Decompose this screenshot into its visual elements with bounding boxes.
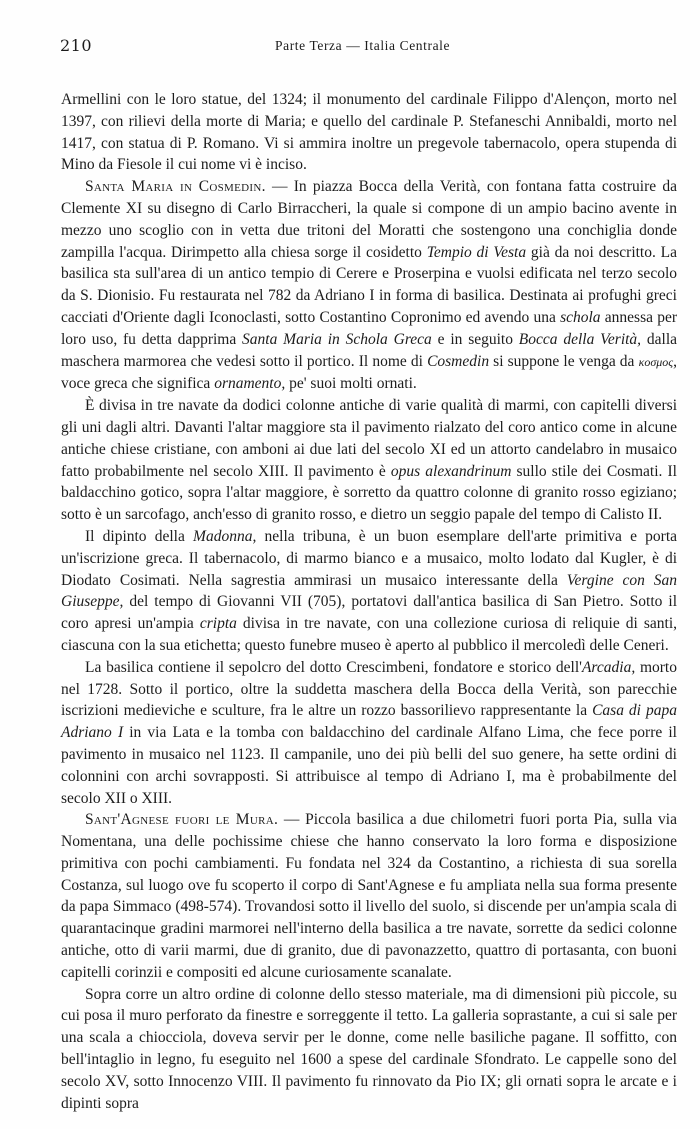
italic-term: Bocca della Verità,: [518, 330, 642, 348]
page-number: 210: [60, 36, 93, 55]
italic-term: Cosmedin: [427, 352, 490, 370]
body-text: [61, 89, 677, 1114]
paragraph-5: [61, 657, 677, 810]
text-run: Armellini con le loro statue, del 1324; il monumento del cardinale Filippo d'Alençon, morto nel 1397, con rilievi della morte di Maria; e quello del cardinale P. Stefaneschi Annibaldi, morto nel 1417, con statua di P. Romano. Vi si ammira inoltre un pregevole tabernacolo, opera stupenda di Mino da Fiesole il cui nome vi è inciso.: [61, 91, 677, 174]
text-run: e in seguito: [431, 330, 519, 348]
paragraph-1: [61, 89, 677, 176]
italic-term: cripta: [199, 615, 237, 633]
page-header: [60, 36, 670, 56]
italic-term: Tempio di Vesta: [426, 243, 527, 261]
text-run: nella tribuna, è un buon esemplare dell'arte primitiva e porta un'iscrizione greca. Il tabernacolo, di marmo bianco e a musaico, molto lodato dal Kugler, è di Diodato Cosimati. Nella sagrestia ammirasi un musaico interessante della: [61, 527, 678, 589]
text-run: sullo stile dei Cosmati. Il baldacchino gotico, sopra l'altar maggiore, è sorretto da quattro colonne di granito rosso egiziano; sotto è un sarcofago, anch'esso di granito rosso, e dietro un seggio papale del tempo di Calisto II.: [61, 462, 677, 524]
italic-term: Santa Maria in Schola Greca: [242, 330, 432, 348]
text-run: in via Lata e la tomba con baldacchino del cardinale Alfano Lima, che fece porre il pavimento in musaico nel 1123. Il campanile, uno dei più belli del suo genere, ha sette ordini di colonnini con archi sovrapposti. Si attribuisce al tempo di Adriano I, ma è probabilmente del secolo XII o XIII.: [61, 724, 677, 807]
paragraph-7: [61, 984, 677, 1115]
italic-term: opus alexandrinum: [390, 462, 512, 480]
section-heading: Sant'Agnese fuori le Mura.: [85, 811, 279, 829]
italic-term: Casa di papa Adriano I: [61, 702, 677, 742]
text-run: annessa per loro uso, fu detta dapprima: [61, 308, 677, 348]
text-run: morto nel 1728. Sotto il portico, oltre la suddetta maschera della Bocca della Verità, son parecchie iscrizioni medieviche e sculture, fra le altre un rozzo bassorilievo rappresentante la: [61, 658, 677, 720]
italic-term: Vergine con San Giuseppe,: [61, 571, 677, 611]
italic-term: schola: [560, 308, 601, 326]
text-run: — In piazza Bocca della Verità, con fontana fatta costruire da Clemente XI su disegno di Carlo Birraccheri, la quale si compone di un ampio bacino avente in mezzo uno scoglio con in vetta due tritoni del Moratti che sostengono una conchiglia donde zampilla l'acqua. Dirimpetto alla chiesa sorge il cosidetto: [61, 178, 677, 261]
greek-word: κοσμος: [638, 354, 674, 369]
paragraph-santagnese-fuori-le-mura: [61, 809, 677, 983]
text-run: pe' suoi molti ornati.: [285, 375, 417, 393]
paragraph-santa-maria-in-cosmedin: [61, 176, 677, 395]
section-heading: Santa Maria in Cosmedin.: [85, 178, 266, 196]
text-run: — Piccola basilica a due chilometri fuori porta Pia, sulla via Nomentana, una delle pochissime chiese che hanno conservato la loro forma e disposizione primitiva con pochi cambiamenti. Fu fondata nel 324 da Costantino, a richiesta di sua sorella Costanza, sul luogo ove fu scoperto il corpo di Sant'Agnese e fu ampliata nella sua forma presente da papa Simmaco (498-574). Trovandosi sotto il livello del suolo, si discende per un'ampia scala di quarantacinque gradini marmorei nell'interno della basilica a tre navate, sorrette da sedici colonne antiche, otto di varii marmi, due di granito, due di pavonazzetto, quattro di portasanta, con buoni capitelli corinzii e compositi ed alcune curiosamente scanalate.: [61, 811, 677, 981]
text-run: Sopra corre un altro ordine di colonne dello stesso materiale, ma di dimensioni più piccole, su cui posa il muro perforato da finestre e sorreggente il tetto. La galleria soprastante, a cui si sale per una scala a chiocciola, doveva servir per le donne, come nelle basiliche pagane. Il soffitto, con bell'intaglio in legno, fu eseguito nel 1600 a spese del cardinale Sfondrato. Le cappelle sono del secolo XV, sotto Innocenzo VIII. Il pavimento fu rinnovato da Pio IX; gli ornati sopra le arcate e i dipinti sopra: [61, 985, 677, 1112]
text-run: dalla maschera marmorea che vedesi sotto il portico. Il nome di: [61, 330, 678, 370]
text-run: già da noi descritto. La basilica sta sull'area di un antico tempio di Cerere e Proserpina e vuolsi edificata nel terzo secolo da S. Dionisio. Fu restaurata nel 782 da Adriano I in forma di basilica. Destinata ai profughi greci cacciati d'Oriente dagli Iconoclasti, sotto Costantino Copronimo ed avendo una: [61, 243, 677, 326]
italic-term: Madonna,: [193, 527, 257, 545]
italic-term: Arcadia,: [581, 658, 636, 676]
text-run: si suppone le venga da: [489, 352, 639, 370]
text-run: È divisa in tre navate da dodici colonne antiche di varie qualità di marmi, con capitelli diversi gli uni dagli altri. Davanti l'altar maggiore sta il pavimento rialzato del coro antico come in alcune antiche chiese cristiane, con amboni ai due lati del secolo XI ed un attorto candelabro in musaico fatto probabilmente nel secolo XIII. Il pavimento è: [61, 397, 677, 480]
text-run: del tempo di Giovanni VII (705), portatovi dall'antica basilica di San Pietro. Sotto il coro apresi un'ampia: [61, 593, 677, 633]
text-run: Il dipinto della: [85, 527, 194, 545]
text-run: divisa in tre navate, con una collezione curiosa di reliquie di santi, ciascuna con la sua etichetta; questo funebre museo è aperto al pubblico il mercoledì delle Ceneri.: [61, 615, 677, 654]
text-run: La basilica contiene il sepolcro del dotto Crescimbeni, fondatore e storico dell': [85, 658, 582, 676]
italic-term: ornamento,: [214, 375, 286, 393]
text-run: , voce greca che significa: [61, 352, 678, 393]
paragraph-4: [61, 526, 677, 657]
running-head: Parte Terza — Italia Centrale: [275, 38, 451, 53]
paragraph-3: [61, 395, 677, 526]
